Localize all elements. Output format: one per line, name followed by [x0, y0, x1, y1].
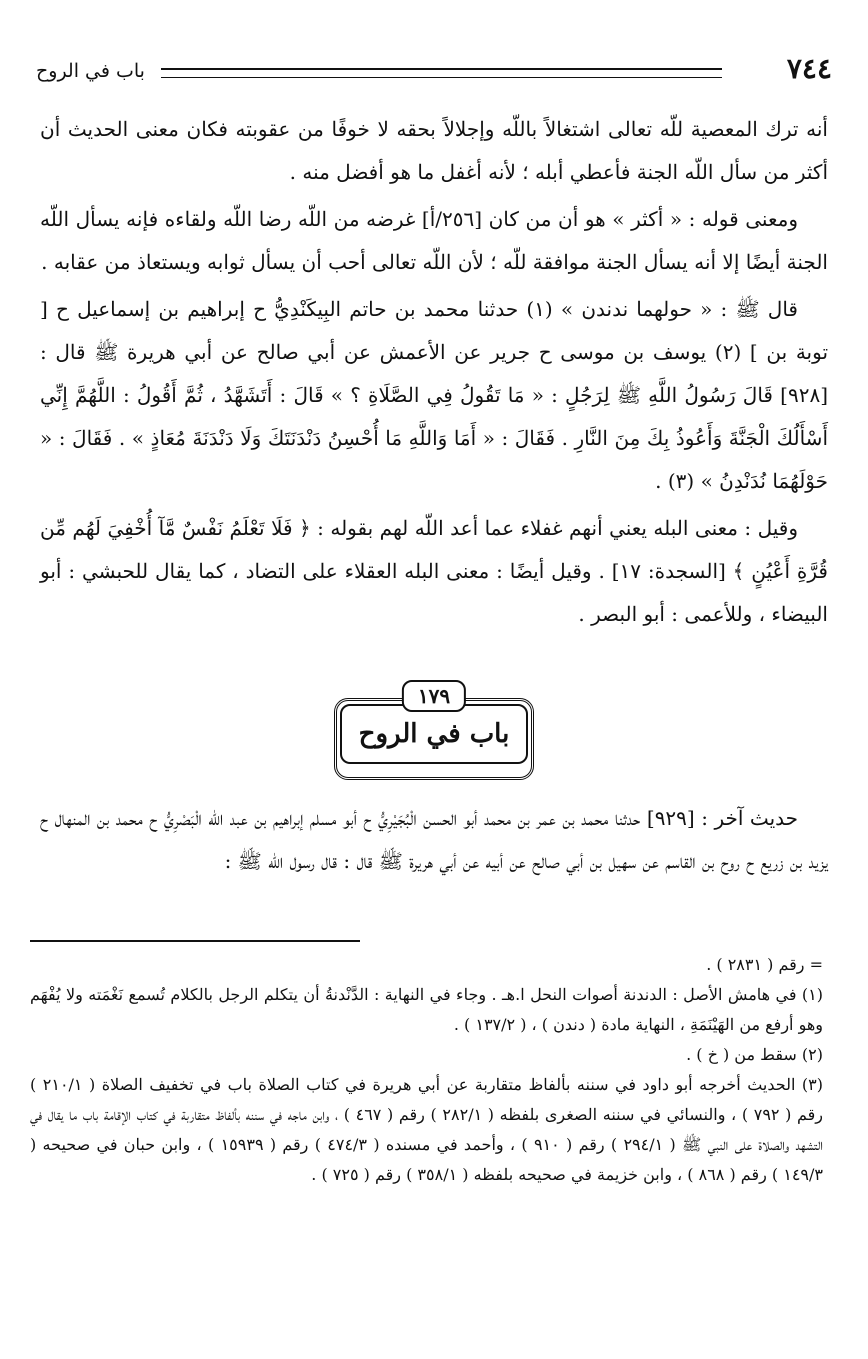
main-text-top	[40, 108, 828, 636]
paragraph-4: وقيل : معنى البله يعني أنهم غفلاء عما أعد اللّه لهم بقوله : ﴿ فَلَا تَعْلَمُ نَفْسٌ مَّآ أُخْفِيَ لَهُم مِّن قُرَّةِ أَعْيُنٍ ﴾ [السجدة: ١٧] . وقيل أيضًا : معنى البله العقلاء على التضاد ، كما يقال للحبشي : أبو البيضاء ، وللأعمى : أبو البصر .	[40, 516, 828, 626]
footnote-3: (٣) الحديث أخرجه أبو داود في سننه بألفاظ متقاربة عن أبي هريرة في كتاب الصلاة باب في تخفيف الصلاة ( ٢١٠/١ ) رقم ( ٧٩٢ ) ، والنسائي في سننه الصغرى بلفظه ( ٢٨٢/١ ) رقم ( ٤٦٧ ) ، وابن ماجه في سننه بألفاظ متقاربة في كتاب الإقامة باب ما يقال في التشهد والصلاة على النبي ﷺ ( ٢٩٤/١ ) رقم ( ٩١٠ ) ، وأحمد في مسنده ( ٤٧٤/٣ ) رقم ( ١٥٩٣٩ ) ، وابن حبان في صحيحه ( ١٤٩/٣ ) رقم ( ٨٦٨ ) ، وابن خزيمة في صحيحه بلفظه ( ٣٥٨/١ ) رقم ( ٧٢٥ ) .	[30, 1075, 824, 1184]
footnote-1: (١) في هامش الأصل : الدندنة أصوات النحل ا.هـ . وجاء في النهاية : الدَّنْدنةُ أن يتكلم الرجل بالكلام تُسمع نَغْمَته ولا يُفْهَم وهو أرفع من الهَيْنَمَةِ ، النهاية مادة ( دندن ) ، ( ١٣٧/٢ ) .	[30, 985, 823, 1034]
chapter-number: ١٧٩	[402, 680, 466, 712]
paragraph-2: ومعنى قوله : « أكثر » هو أن من كان [٢٥٦/أ] غرضه من اللّه رضا اللّه ولقاءه فإنه يسأل اللّه الجنة أيضًا إلا أنه يسأل الجنة موافقة للّه ؛ لأن اللّه تعالى أحب أن يسأل ثوابه ويستعاذ من عقابه .	[40, 207, 828, 274]
header-rule	[161, 68, 722, 78]
footnote-continuation: = رقم ( ٢٨٣١ ) .	[706, 955, 823, 974]
footnotes	[30, 950, 823, 1190]
page-number: ٧٤٤	[786, 52, 832, 85]
chapter-title: باب في الروح	[340, 704, 528, 764]
running-title: باب في الروح	[36, 60, 145, 82]
paragraph-1: أنه ترك المعصية للّه تعالى اشتغالاً باللّه وإجلالاً بحقه لا خوفًا من عقوبته فكان معنى الحديث أن أكثر من سأل اللّه الجنة فأعطي أبله ؛ لأنه أغفل ما هو أفضل منه .	[40, 117, 828, 184]
footnote-divider	[30, 940, 360, 942]
main-text-bottom	[40, 797, 828, 883]
chapter-heading	[334, 680, 534, 780]
page-header	[36, 52, 832, 92]
paragraph-3: قال ﷺ : « حولهما ندندن » (١) حدثنا محمد بن حاتم البِيكَنْدِيُّ ح إبراهيم بن إسماعيل ح [ توبة بن ] (٢) يوسف بن موسى ح جرير عن الأعمش عن أبي صالح عن أبي هريرة ﷺ قال : [٩٢٨] قَالَ رَسُولُ اللَّهِ ﷺ لِرَجُلٍ : « مَا تَقُولُ فِي الصَّلَاةِ ؟ » قَالَ : أَتَشَهَّدُ ، ثُمَّ أَقُولُ : اللَّهُمَّ إِنِّي أَسْأَلُكَ الْجَنَّةَ وَأَعُوذُ بِكَ مِنَ النَّارِ . فَقَالَ : « أَمَا وَاللَّهِ مَا أُحْسِنُ دَنْدَنَتَكَ وَلَا دَنْدَنَةَ مُعَاذٍ » . فَقَالَ : « حَوْلَهُمَا نُدَنْدِنُ » (٣) .	[40, 297, 829, 493]
footnote-2: (٢) سقط من ( خ ) .	[686, 1045, 823, 1064]
paragraph-5: حديث آخر : [٩٢٩] حدثنا محمد بن عمر بن محمد أبو الحسن الْبُجَيْرِيُّ ح أبو مسلم إبراهيم بن عبد اللّه الْبَصْرِيُّ ح محمد بن المنهال ح يزيد بن زريع ح روح بن القاسم عن سهيل بن أبي صالح عن أبيه عن أبي هريرة ﷺ قال : قال رسول اللّه ﷺ :	[40, 806, 828, 873]
